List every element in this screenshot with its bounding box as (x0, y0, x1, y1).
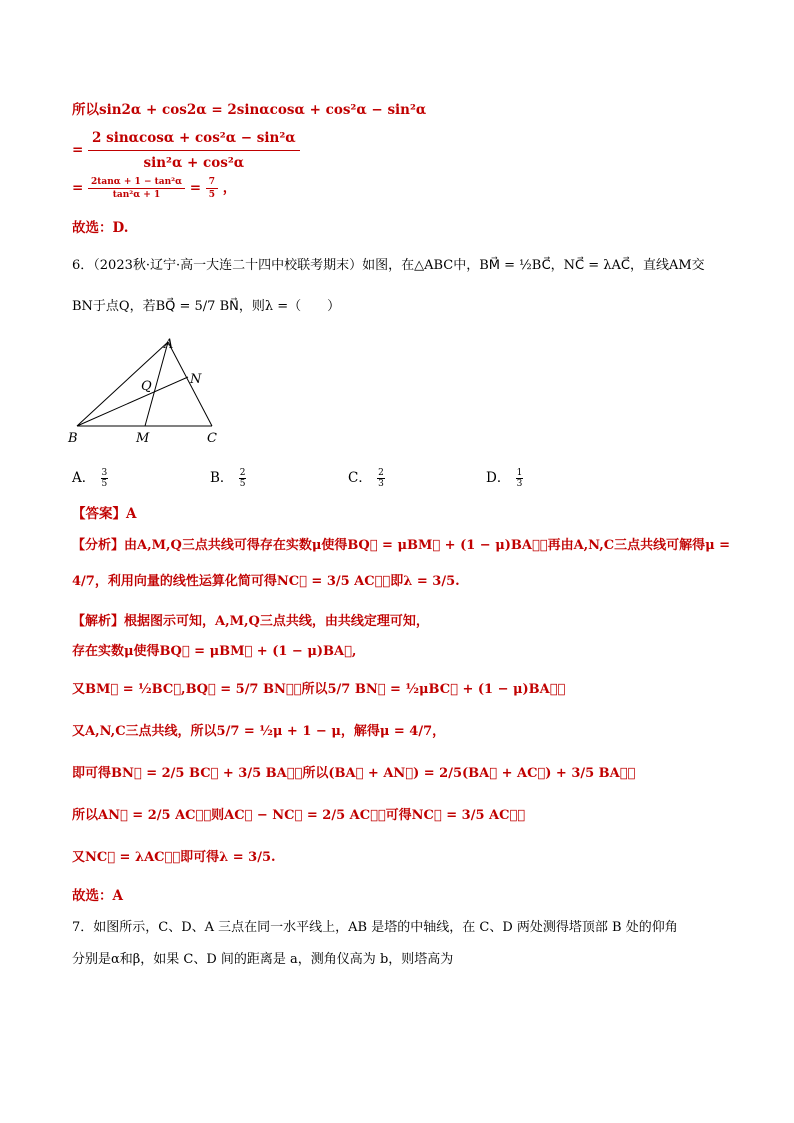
punctuation: ， (222, 180, 237, 196)
option-letter: B． (210, 470, 234, 486)
analysis-line-2: 4/7，利用向量的线性运算化简可得NC⃗ = 3/5 AC⃗，即λ = 3/5. (72, 574, 460, 589)
fraction-numerator: 3 (101, 468, 108, 478)
derivation-fraction-2 (88, 176, 185, 201)
triangle-figure (66, 330, 226, 450)
option-b[interactable] (210, 468, 247, 489)
solution-text: 根据图示可知，A,M,Q三点共线，由共线定理可知， (124, 614, 429, 629)
fraction-denominator: sin²α + cos²α (143, 155, 245, 171)
side-BA (77, 342, 168, 426)
label-C: C (207, 431, 217, 446)
solution-line-7: 又NC⃗ = λAC⃗，即可得λ = 3/5. (72, 850, 276, 865)
fraction-denominator: 3 (378, 479, 384, 489)
answer-line (72, 504, 136, 524)
fraction-numerator: 1 (516, 468, 523, 478)
option-fraction (101, 468, 109, 489)
solution-line-1 (72, 612, 429, 632)
option-a[interactable] (72, 468, 109, 489)
line-BN (77, 377, 188, 426)
option-fraction (377, 468, 385, 489)
solution-line-3: 又BM⃗ = ½BC⃗,BQ⃗ = 5/7 BN⃗，所以5/7 BN⃗ = ½μBC⃗ + (1 − μ)BA⃗， (72, 682, 566, 697)
derivation-line-3 (72, 176, 236, 201)
answer-label: 【答案】 (72, 506, 126, 522)
equals-sign: = (72, 180, 84, 196)
option-letter: D． (486, 470, 511, 486)
derivation-line-2 (72, 128, 300, 173)
label-N: N (190, 372, 202, 387)
fraction-numerator: 2 sinαcosα + cos²α − sin²α (88, 128, 300, 151)
fraction-denominator: 3 (516, 479, 523, 489)
fraction-denominator: 5 (101, 479, 108, 489)
fraction-numerator: 7 (206, 176, 218, 189)
solution-line-5: 即可得BN⃗ = 2/5 BC⃗ + 3/5 BA⃗，所以(BA⃗ + AN⃗) = 2/5(BA⃗ + AC⃗) + 3/5 BA⃗， (72, 766, 636, 781)
label-A: A (164, 337, 174, 352)
equals-sign: = (189, 180, 202, 196)
solution-line-4: 又A,N,C三点共线，所以5/7 = ½μ + 1 − μ，解得μ = 4/7， (72, 724, 446, 739)
fraction-denominator: 5 (239, 479, 246, 489)
question-7-line-2: 分别是α和β，如果 C、D 间的距离是 a，测角仪高为 b，则塔高为 (72, 952, 454, 967)
fraction-numerator: 2 (239, 468, 246, 478)
label-M: M (136, 431, 150, 446)
fraction-numerator: 2tanα + 1 − tan²α (88, 176, 185, 189)
option-d[interactable] (486, 468, 524, 489)
derivation-result (206, 176, 218, 201)
analysis-line-1 (72, 536, 730, 556)
final-answer: 故选：A (72, 888, 123, 904)
previous-answer: 故选：D. (72, 220, 129, 236)
solution-line-2: 存在实数μ使得BQ⃗ = μBM⃗ + (1 − μ)BA⃗, (72, 644, 357, 659)
fraction-denominator: tan²α + 1 (112, 190, 161, 200)
question-6-line-2: BN于点Q，若BQ⃗ = 5/7 BN⃗，则λ =（ ） (72, 299, 341, 314)
analysis-text: 由A,M,Q三点共线可得存在实数μ使得BQ⃗ = μBM⃗ + (1 − μ)BA⃗，再由A,N,C三点共线可解得μ = (124, 538, 731, 553)
derivation-line-1: 所以sin2α + cos2α = 2sinαcosα + cos²α − sin²α (72, 102, 427, 118)
fraction-denominator: 5 (208, 190, 215, 200)
derivation-fraction-1 (88, 128, 300, 173)
equals-sign: = (72, 142, 84, 158)
solution-line-6: 所以AN⃗ = 2/5 AC⃗，则AC⃗ − NC⃗ = 2/5 AC⃗，可得NC⃗ = 3/5 AC⃗， (72, 808, 526, 823)
label-B: B (68, 431, 78, 446)
answer-value: A (126, 506, 137, 522)
option-fraction (516, 468, 524, 489)
solution-label: 【解析】 (72, 614, 125, 629)
option-letter: C． (348, 470, 372, 486)
question-7-line-1: 7．如图所示，C、D、A 三点在同一水平线上，AB 是塔的中轴线，在 C、D 两处测得塔顶部 B 处的仰角 (72, 920, 678, 935)
option-c[interactable] (348, 468, 386, 489)
fraction-numerator: 2 (378, 468, 384, 478)
label-Q: Q (141, 379, 152, 394)
question-6-line-1: 6．（2023秋·辽宁·高一大连二十四中校联考期末）如图，在△ABC中，BM⃗ = ½BC⃗，NC⃗ = λAC⃗，直线AM交 (72, 258, 705, 273)
option-fraction (239, 468, 247, 489)
analysis-label: 【分析】 (72, 538, 125, 553)
option-letter: A． (72, 470, 96, 486)
